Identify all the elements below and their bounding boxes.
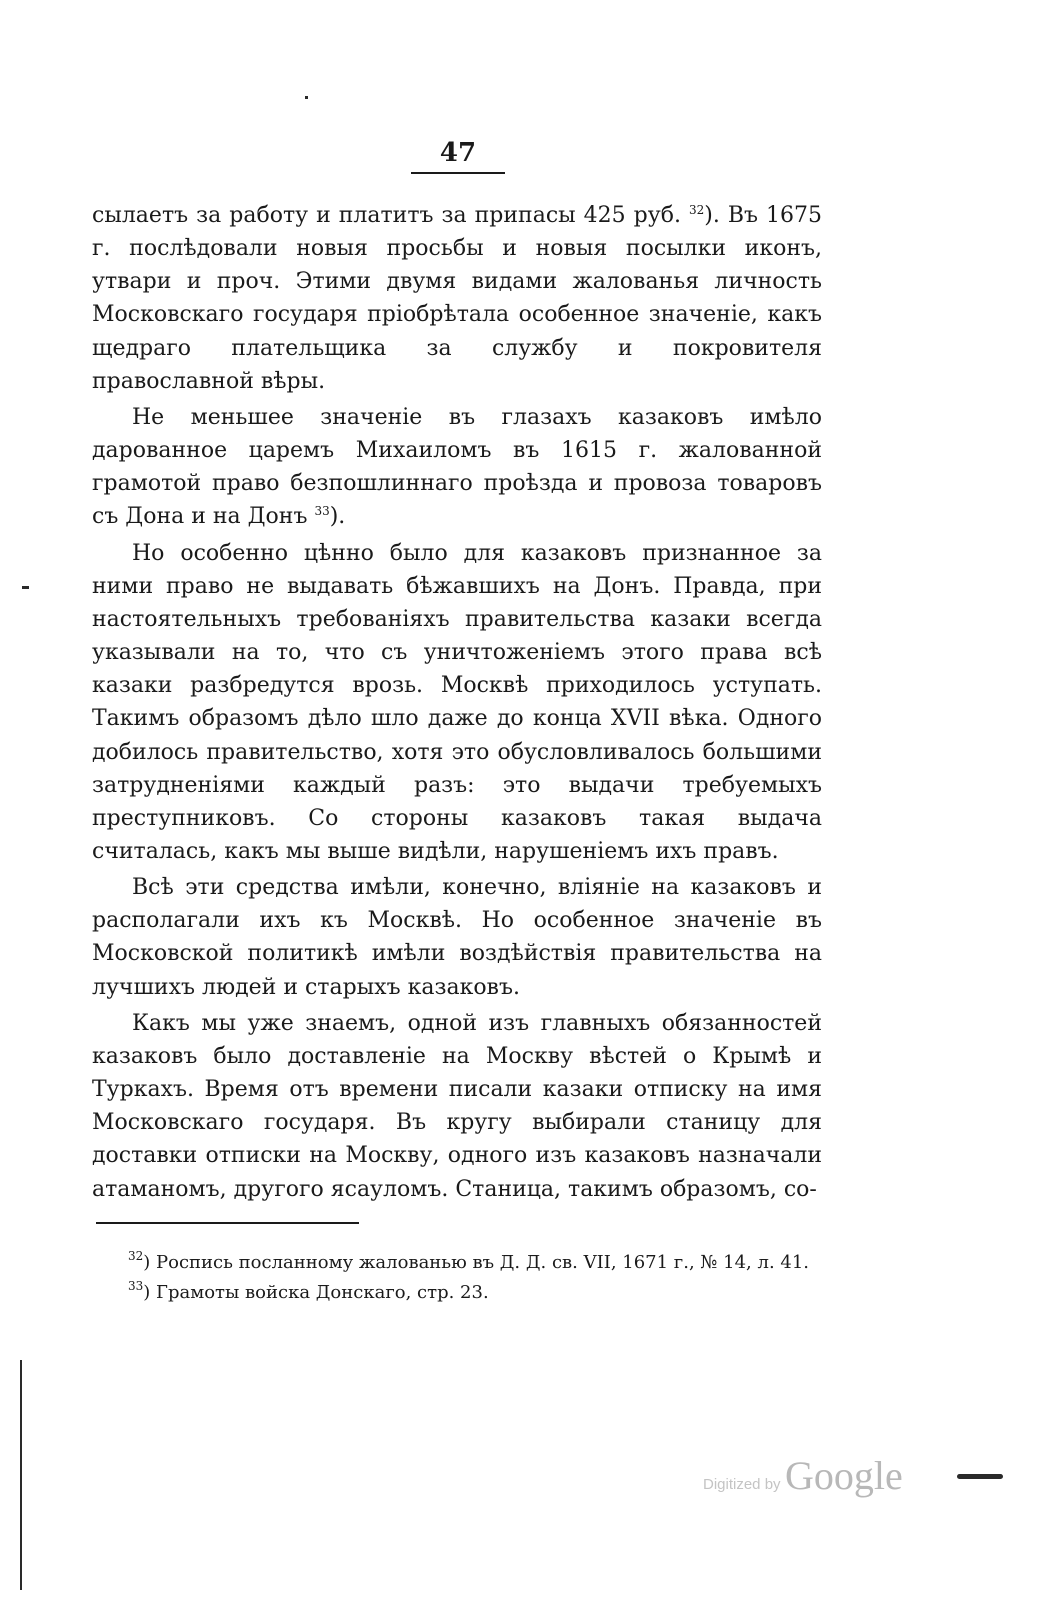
footnote-number: 33 <box>128 1279 144 1293</box>
footnote-ref-32: 32 <box>688 203 705 217</box>
page-number-rule <box>411 172 505 174</box>
scan-mark-left-line <box>20 1360 22 1590</box>
paragraph-text: Но особенно цѣнно было для казаковъ признанное за ними право не выдавать бѣжавшихъ на Донъ. Правда, при настоятельныхъ требованіяхъ правительства казаки всегда указывали на то, что съ уничтоженіемъ этого права всѣ казаки разбредутся врозь. Москвѣ приходилось уступать. Такимъ образомъ дѣло шло даже до конца XVII вѣка. Одного добилось правительство, хотя это обусловливалось большими затрудненіями каждый разъ: это выдачи требуемыхъ преступниковъ. Со стороны казаковъ такая выдача считалась, какъ мы выше видѣли, нарушеніемъ ихъ правъ. <box>92 540 822 864</box>
paragraph-text: Всѣ эти средства имѣли, конечно, вліяніе на казаковъ и располагали ихъ къ Москвѣ. Но особенное значеніе въ Московской политикѣ имѣли воздѣйствія правительства на лучшихъ людей и старыхъ казаковъ. <box>92 875 822 1000</box>
google-watermark <box>703 1452 903 1499</box>
paragraph-4 <box>92 871 822 1004</box>
paragraph-1 <box>92 199 822 398</box>
footnotes <box>92 1248 822 1308</box>
paragraph-text: сылаетъ за работу и платитъ за припасы 425 руб. <box>92 203 689 228</box>
paragraph-3 <box>92 537 822 869</box>
body-text <box>92 199 822 1209</box>
footnote-32 <box>92 1248 822 1278</box>
paragraph-text: Какъ мы уже знаемъ, одной изъ главныхъ обязанностей казаковъ было доставленіе на Москву вѣстей о Крымѣ и Туркахъ. Время отъ времени писали казаки отписку на имя Московскаго государя. Въ кругу выбирали станицу для доставки отписки на Москву, одного изъ казаковъ назначали атаманомъ, другого ясауломъ. Станица, такимъ образомъ, со- <box>92 1010 822 1202</box>
footnote-text: ) Грамоты войска Донскаго, стр. 23. <box>143 1282 489 1303</box>
watermark-prefix: Digitized by <box>703 1476 781 1493</box>
paragraph-text: ). Въ 1675 г. послѣдовали новыя просьбы и новыя посылки иконъ, утвари и проч. Этими двумя видами жалованья личность Московскаго государя пріобрѣтала особенное значеніе, какъ щедраго плательщика за службу и покровителя православной вѣры. <box>92 203 823 394</box>
scan-mark-left-dot <box>22 586 29 589</box>
paragraph-5 <box>92 1007 822 1206</box>
paragraph-2 <box>92 401 822 534</box>
scan-mark-top-dot <box>305 96 308 99</box>
paragraph-text: ). <box>329 504 346 530</box>
watermark-brand: Google <box>785 1453 903 1498</box>
page-number: 47 <box>439 138 477 168</box>
scan-mark-right <box>957 1474 1003 1479</box>
footnote-33 <box>92 1278 822 1308</box>
footnote-text: ) Роспись посланному жалованью въ Д. Д. св. VII, 1671 г., № 14, л. 41. <box>143 1252 810 1273</box>
footnote-rule <box>96 1222 359 1224</box>
paragraph-text: Не меньшее значеніе въ глазахъ казаковъ имѣло дарованное царемъ Михаиломъ въ 1615 г. жалованной грамотой право безпошлиннаго проѣзда и провоза товаровъ съ Дона и на Донъ <box>92 404 822 530</box>
footnote-number: 32 <box>128 1249 144 1263</box>
footnote-ref-33: 33 <box>314 504 330 519</box>
